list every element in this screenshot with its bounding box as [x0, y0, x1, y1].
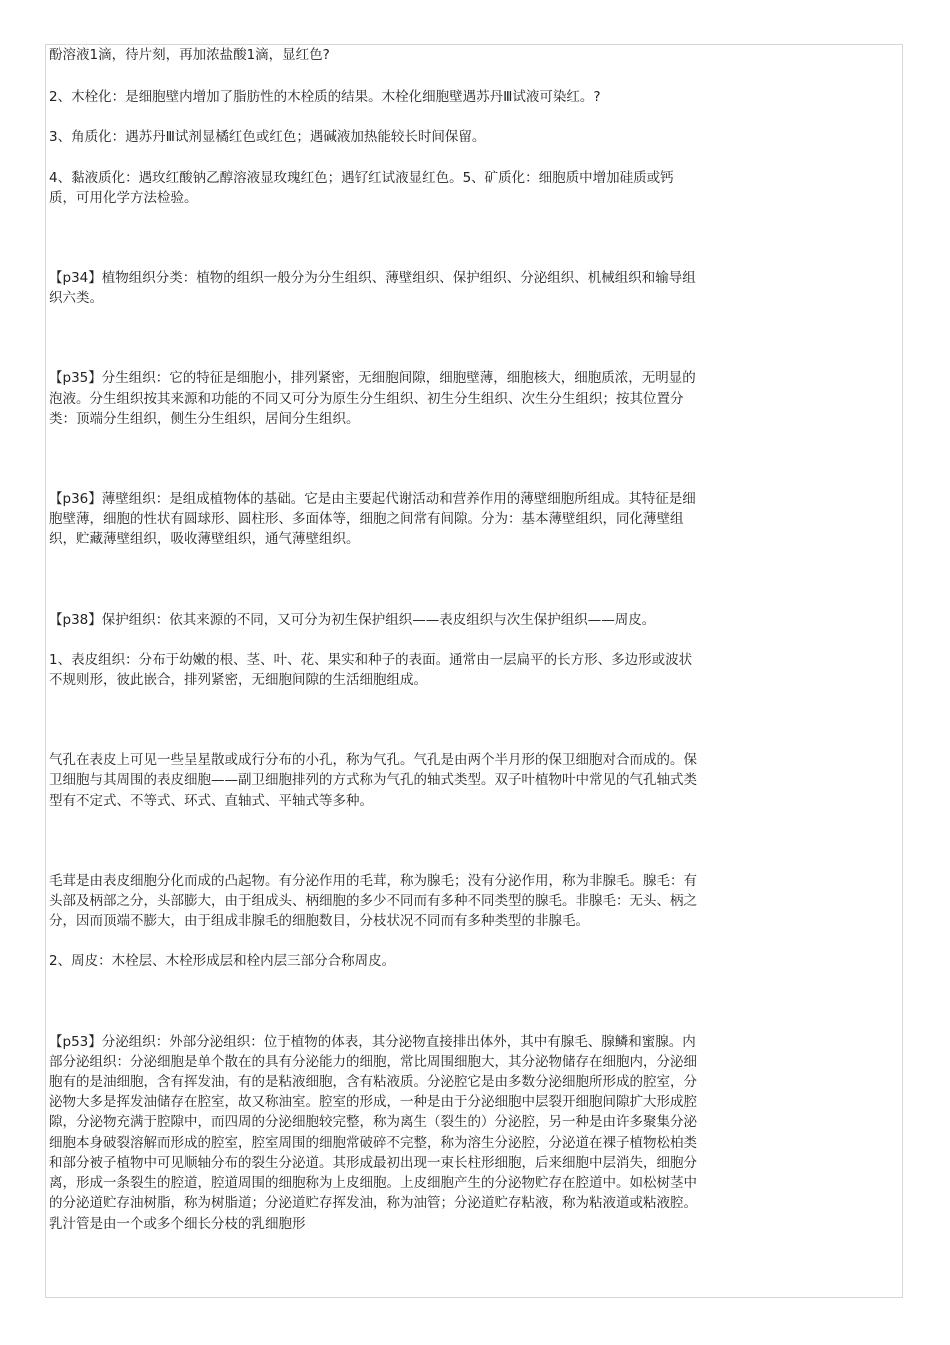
paragraph-mucilage-mineralization: 4、黏液质化：遇玫红酸钠乙醇溶液显玫瑰红色；遇钌红试液显红色。5、矿质化：细胞质中增加硅质或钙质，可用化学方法检验。 [49, 169, 674, 206]
paragraph-cutinization: 3、角质化：遇苏丹Ⅲ试剂显橘红色或红色；遇碱液加热能较长时间保留。 [49, 129, 486, 146]
paragraph-p35-meristem: 【p35】分生组织：它的特征是细胞小，排列紧密，无细胞间隙，细胞壁薄，细胞核大，细胞质浓，无明显的泡液。分生组织按其来源和功能的不同又可分为原生分生组织、初生分生组织、次生分生组织；按其位置分类：顶端分生组织，侧生分生组织，居间分生组织。 [49, 370, 696, 427]
paragraph-p38-protective-tissue: 【p38】保护组织：依其来源的不同，又可分为初生保护组织——表皮组织与次生保护组织——周皮。 [49, 611, 656, 628]
paragraph-p36-parenchyma: 【p36】薄壁组织：是组成植物体的基础。它是由主要起代谢活动和营养作用的薄壁细胞所组成。其特征是细胞壁薄，细胞的性状有圆球形、圆柱形、多面体等，细胞之间常有间隙。分为：基本薄壁组织，同化薄壁组织，贮藏薄壁组织，吸收薄壁组织，通气薄壁组织。 [49, 491, 696, 548]
document-body [49, 45, 699, 1234]
paragraph-p34-tissue-classification: 【p34】植物组织分类：植物的组织一般分为分生组织、薄壁组织、保护组织、分泌组织、机械组织和输导组织六类。 [49, 270, 696, 307]
paragraph-p53-secretory-tissue: 【p53】分泌组织：外部分泌组织：位于植物的体表，其分泌物直接排出体外，其中有腺毛、腺鳞和蜜腺。内部分泌组织：分泌细胞是单个散在的具有分泌能力的细胞，常比周围细胞大，其分泌物储存在细胞内，分泌细胞有的是油细胞，含有挥发油，有的是粘液细胞，含有粘液质。分泌腔它是由多数分泌细胞所形成的腔室，分泌物大多是挥发油储存在腔室，故又称油室。腔室的形成，一种是由于分泌细胞中层裂开细胞间隙扩大形成腔隙，分泌物充满于腔隙中，而四周的分泌细胞较完整，称为离生（裂生的）分泌腔，另一种是由许多聚集分泌细胞本身破裂溶解而形成的腔室，腔室周围的细胞常破碎不完整，称为溶生分泌腔，分泌道在裸子植物松柏类和部分被子植物中可见顺轴分布的裂生分泌道。其形成最初出现一束长柱形细胞，后来细胞中层消失，细胞分离，形成一条裂生的腔道，腔道周围的细胞称为上皮细胞。上皮细胞产生的分泌物贮存在腔道中。如松树茎中的分泌道贮存油树脂，称为树脂道；分泌道贮存挥发油，称为油管；分泌道贮存粘液，称为粘液道或粘液腔。乳汁管是由一个或多个细长分枝的乳细胞形 [49, 1033, 697, 1232]
paragraph-trichomes: 毛茸是由表皮细胞分化而成的凸起物。有分泌作用的毛茸，称为腺毛；没有分泌作用，称为非腺毛。腺毛：有头部及柄部之分，头部膨大，由于组成头、柄细胞的多少不同而有多种不同类型的腺毛。非腺毛：无头、柄之分，因而顶端不膨大，由于组成非腺毛的细胞数目，分枝状况不同而有多种类型的非腺毛。 [49, 872, 697, 930]
paragraph-phenol-test: 酚溶液1滴，待片刻，再加浓盐酸1滴，显红色? [49, 47, 330, 63]
paragraph-epidermis: 1、表皮组织：分布于幼嫩的根、茎、叶、花、果实和种子的表面。通常由一层扁平的长方形、多边形或波状不规则形，彼此嵌合，排列紧密，无细胞间隙的生活细胞组成。 [49, 651, 693, 689]
paragraph-stomata: 气孔在表皮上可见一些呈星散或成行分布的小孔，称为气孔。气孔是由两个半月形的保卫细胞对合而成的。保卫细胞与其周围的表皮细胞——副卫细胞排列的方式称为气孔的轴式类型。双子叶植物叶中常见的气孔轴式类型有不定式、不等式、环式、直轴式、平轴式等多种。 [49, 752, 697, 809]
paragraph-suberization: 2、木栓化：是细胞壁内增加了脂肪性的木栓质的结果。木栓化细胞壁遇苏丹Ⅲ试液可染红。? [49, 89, 601, 106]
paragraph-periderm: 2、周皮：木栓层、木栓形成层和栓内层三部分合称周皮。 [49, 953, 396, 970]
